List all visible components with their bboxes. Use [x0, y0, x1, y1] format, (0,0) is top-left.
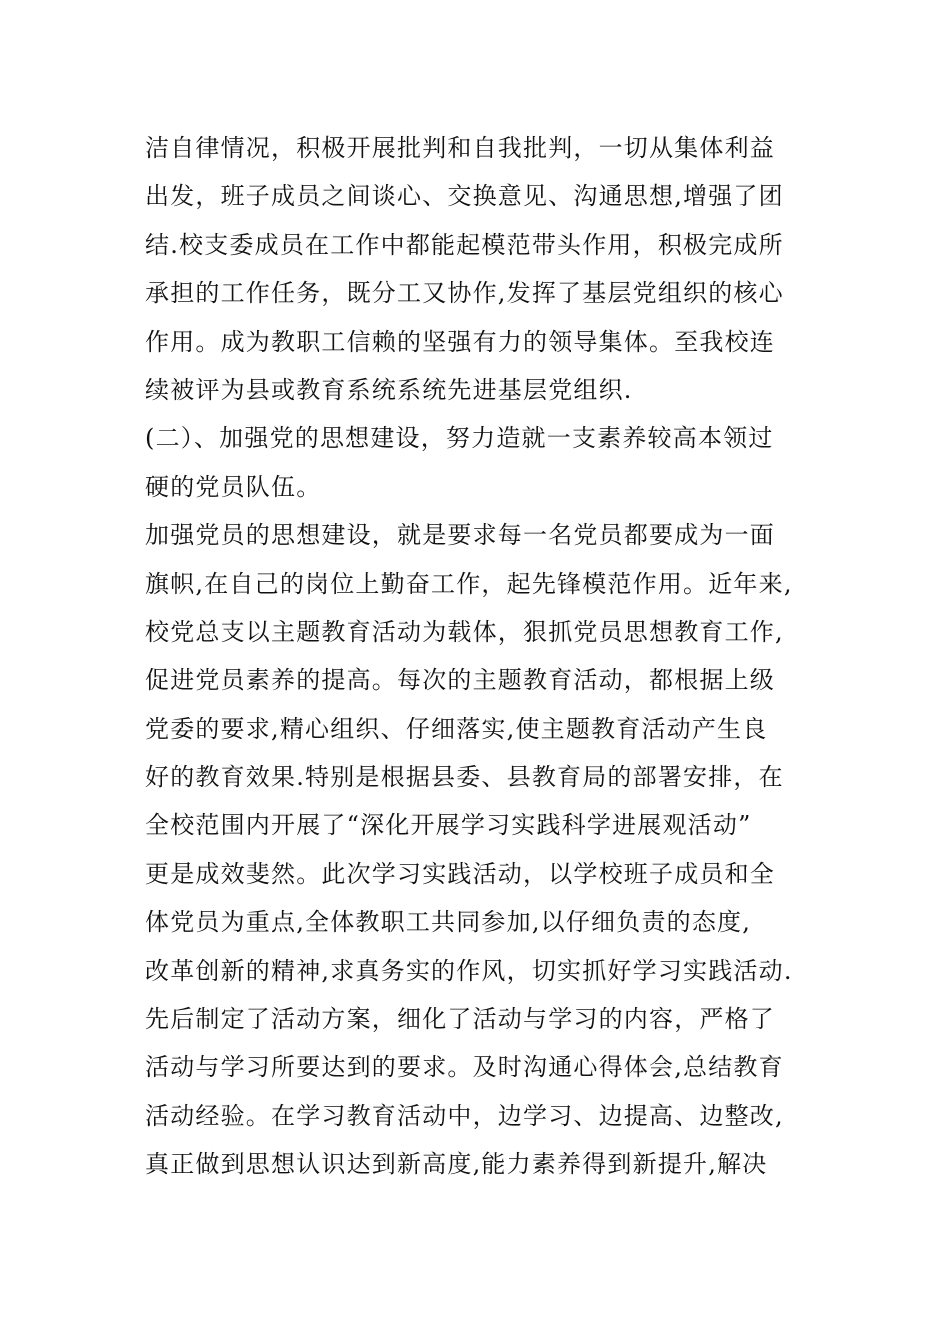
text-line: 洁自律情况，积极开展批判和自我批判，一切从集体利益: [145, 134, 775, 162]
section-heading-line: (二）、加强党的思想建设，努力造就一支素养较高本领过: [145, 424, 774, 453]
text-line: 更是成效斐然。此次学习实践活动，以学校班子成员和全: [145, 859, 775, 888]
text-line: 续被评为县或教育系统系统先进基层党组织.: [145, 375, 633, 404]
body-text: [145, 124, 825, 1189]
text-line: 校党总支以主题教育活动为载体，狠抓党员思想教育工作,: [145, 617, 784, 646]
text-line: 加强党员的思想建设，就是要求每一名党员都要成为一面: [145, 521, 775, 550]
text-line: 全校范围内开展了“深化开展学习实践科学进展观活动”: [145, 811, 752, 840]
text-line: 旗帜,在自己的岗位上勤奋工作，起先锋模范作用。近年来,: [145, 569, 793, 598]
text-line: 体党员为重点,全体教职工共同参加,以仔细负责的态度,: [145, 908, 752, 937]
text-line: 出发，班子成员之间谈心、交换意见、沟通思想,增强了团: [145, 182, 784, 211]
text-line: 活动与学习所要达到的要求。及时沟通心得体会,总结教育: [145, 1053, 784, 1082]
text-line: 真正做到思想认识达到新高度,能力素养得到新提升,解决: [145, 1150, 768, 1179]
text-line: 结.校支委成员在工作中都能起模范带头作用，积极完成所: [145, 230, 784, 259]
section-heading-line: 硬的党员队伍。: [145, 472, 322, 501]
text-line: 促进党员素养的提高。每次的主题教育活动，都根据上级: [145, 666, 775, 695]
text-line: 先后制定了活动方案，细化了活动与学习的内容，严格了: [145, 1005, 775, 1034]
text-line: 党委的要求,精心组织、仔细落实,使主题教育活动产生良: [145, 714, 768, 743]
text-line: 改革创新的精神,求真务实的作风，切实抓好学习实践活动.: [145, 956, 793, 985]
text-line: 活动经验。在学习教育活动中，边学习、边提高、边整改,: [145, 1101, 784, 1130]
text-line: 承担的工作任务，既分工又协作,发挥了基层党组织的核心: [145, 279, 784, 308]
text-line: 好的教育效果.特别是根据县委、县教育局的部署安排，在: [145, 763, 784, 792]
text-line: 作用。成为教职工信赖的坚强有力的领导集体。至我校连: [145, 327, 775, 356]
